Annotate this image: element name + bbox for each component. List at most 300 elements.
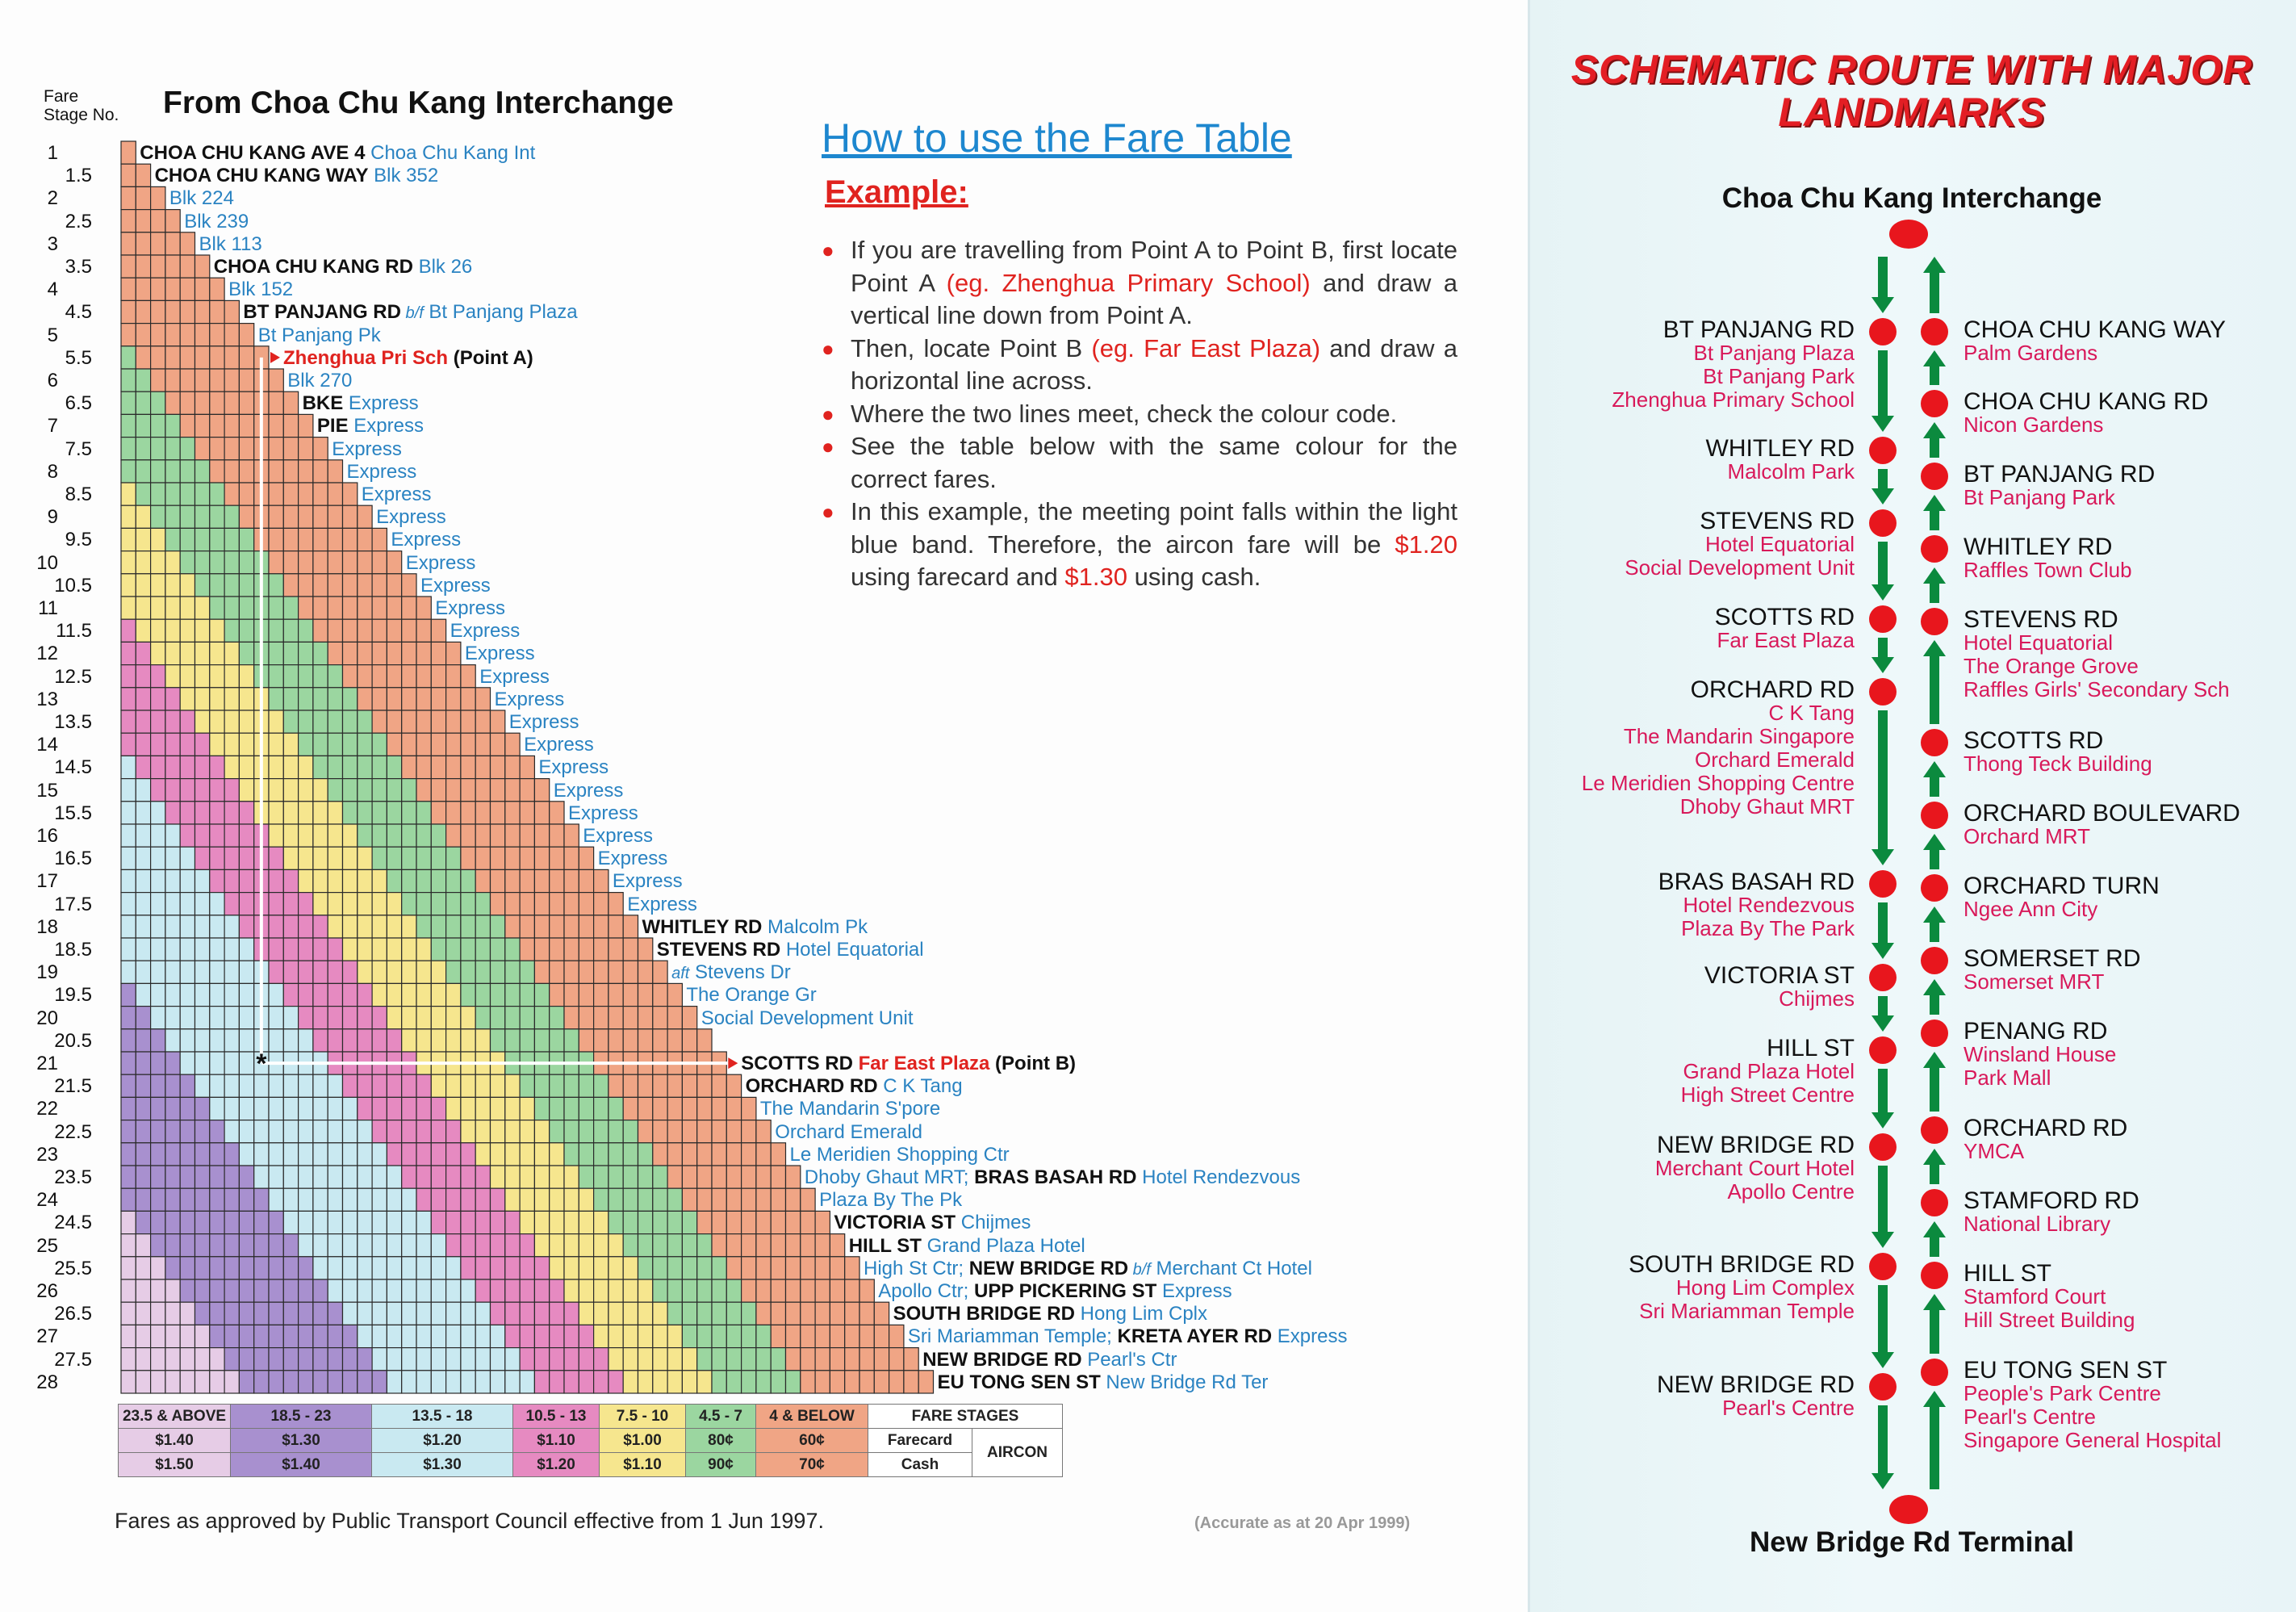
route-stop — [1629, 1253, 1855, 1323]
schematic-title-line2: LANDMARKS — [1778, 90, 2046, 135]
stage-number: 8 — [47, 460, 58, 483]
down-arrow-icon — [1872, 584, 1894, 601]
stop-dot-icon — [1869, 605, 1897, 633]
stage-number: 9 — [47, 506, 58, 529]
up-arrow-shaft — [1930, 1066, 1939, 1112]
route-landmark: Winsland House — [1964, 1042, 2117, 1066]
route-stop-name: STEVENS RD — [1964, 606, 2118, 633]
stop-dot-icon — [1921, 1020, 1948, 1047]
stage-number: 15 — [36, 779, 58, 802]
landmark-name: Hong Lim Cplx — [1074, 1303, 1207, 1325]
route-end-label: New Bridge Rd Terminal — [1750, 1526, 2074, 1558]
landmark-name: Merchant Ct Hotel — [1150, 1257, 1312, 1279]
up-arrow-shaft — [1930, 776, 1939, 797]
route-landmark: People's Park Centre — [1964, 1381, 2161, 1405]
stage-number: 4 — [47, 278, 58, 301]
stage-number: 4.5 — [65, 301, 92, 324]
up-arrow-shaft — [1930, 655, 1939, 724]
stage-number: 12 — [36, 643, 58, 665]
legend-cash-fare: 90¢ — [686, 1453, 756, 1477]
route-landmark: Raffles Girls' Secondary Sch — [1964, 677, 2230, 701]
up-arrow-icon — [1923, 640, 1946, 656]
road-name: EU TONG SEN ST — [937, 1371, 1101, 1393]
stage-number: 11.5 — [56, 620, 92, 643]
route-landmark: Hong Lim Complex — [1675, 1275, 1855, 1300]
stage-number: 19 — [36, 961, 58, 984]
stop-dot-icon — [1921, 608, 1948, 635]
landmark-name: Le Meridien Shopping Ctr — [789, 1143, 1010, 1166]
route-start-label: Choa Chu Kang Interchange — [1721, 182, 2102, 214]
stop-dot-icon — [1921, 535, 1948, 563]
instruction-text: and draw a horizontal line across. — [851, 333, 1457, 395]
stop-dot-icon — [1921, 318, 1948, 345]
stage-number: 19.5 — [54, 984, 92, 1007]
landmark-name: Zhenghua Pri Sch — [283, 346, 449, 369]
stage-number: 6 — [47, 370, 58, 391]
landmark-name: Bt Panjang Plaza — [423, 301, 578, 324]
up-arrow-icon — [1923, 761, 1946, 777]
instruction-highlight: (eg. Far East Plaza) — [1091, 333, 1321, 362]
down-arrow-shaft — [1878, 710, 1888, 851]
landmark-name: (Point B) — [989, 1053, 1077, 1074]
route-landmark: Nicon Gardens — [1964, 412, 2104, 437]
stop-dot-icon — [1921, 1262, 1948, 1289]
route-stop-name: SOMERSET RD — [1964, 945, 2141, 972]
fare-header-line2: Stage No. — [44, 106, 119, 124]
up-arrow-shaft — [1930, 509, 1939, 530]
up-arrow-icon — [1923, 834, 1946, 850]
route-stop-name: BRAS BASAH RD — [1658, 869, 1855, 895]
stop-dot-icon — [1921, 1189, 1948, 1216]
landmark-name: Blk 113 — [199, 232, 262, 255]
stage-number: 18.5 — [54, 939, 92, 961]
crossing-mark: * — [256, 1049, 267, 1080]
route-stop-name: WHITLEY RD — [1705, 435, 1855, 462]
landmark-name: The Mandarin S'pore — [759, 1098, 941, 1120]
stage-number: 27.5 — [54, 1348, 92, 1371]
route-landmark: Park Mall — [1964, 1066, 2051, 1090]
legend-cash-fare: $1.10 — [600, 1453, 686, 1477]
route-stop — [1964, 947, 2140, 994]
landmark-name: Blk 270 — [287, 370, 353, 391]
up-arrow-shaft — [1930, 848, 1939, 869]
legend-cash-fare: $1.40 — [231, 1453, 372, 1477]
down-arrow-shaft — [1878, 902, 1888, 944]
landmark-name: Express — [627, 893, 697, 915]
landmark-name: Blk 152 — [228, 278, 294, 301]
how-to-title: How to use the Fare Table — [822, 115, 1292, 161]
up-arrow-icon — [1923, 567, 1946, 584]
landmark-name: New Bridge Rd Ter — [1100, 1371, 1269, 1393]
route-stop-name: CHOA CHU KANG WAY — [1964, 316, 2227, 343]
stop-dot-icon — [1869, 437, 1897, 464]
road-name: STEVENS RD — [656, 939, 781, 961]
stage-number: 5 — [47, 324, 58, 346]
instruction-text: In this example, the meeting point falls within the light blue band. Therefore, the aircon fare will be — [851, 497, 1457, 559]
route-stop — [1658, 870, 1855, 940]
stage-number: 26.5 — [54, 1303, 92, 1325]
route-stop — [1964, 1189, 2139, 1236]
route-landmark: Chijmes — [1779, 986, 1855, 1011]
down-arrow-shaft — [1878, 350, 1888, 417]
start-dot-icon — [1889, 220, 1928, 249]
up-arrow-icon — [1923, 257, 1946, 273]
route-stop — [1657, 1373, 1855, 1420]
route-stop-name: CHOA CHU KANG RD — [1964, 388, 2209, 415]
landmark-name: Express — [538, 756, 609, 779]
route-landmark: C K Tang — [1768, 701, 1855, 725]
route-landmark: YMCA — [1964, 1139, 2025, 1163]
road-name: BT PANJANG RD — [243, 301, 401, 324]
instruction-text: Where the two lines meet, check the colour code. — [851, 399, 1398, 428]
route-landmark: Le Meridien Shopping Centre — [1581, 771, 1855, 795]
stage-number: 7.5 — [65, 438, 92, 460]
up-arrow-icon — [1923, 1391, 1946, 1407]
stage-number: 12.5 — [54, 665, 92, 688]
stage-number: 7 — [47, 415, 58, 438]
up-arrow-shaft — [1930, 1236, 1939, 1257]
route-stop-name: HILL ST — [1964, 1260, 2051, 1287]
route-stop — [1655, 1133, 1855, 1204]
route-landmark: Hotel Equatorial — [1964, 630, 2113, 655]
landmark-name: Express — [376, 506, 446, 529]
landmark-name: Express — [597, 848, 668, 870]
stage-number: 22.5 — [54, 1120, 92, 1143]
down-arrow-icon — [1872, 1352, 1894, 1368]
route-landmark: Bt Panjang Park — [1964, 485, 2115, 509]
route-landmark: Sri Mariamman Temple — [1639, 1299, 1855, 1323]
stage-number: 3.5 — [65, 256, 92, 278]
stage-number: 26 — [36, 1280, 58, 1302]
approval-note: Fares as approved by Public Transport Council effective from 1 Jun 1997. — [115, 1509, 824, 1533]
legend-farecard-fare: $1.00 — [600, 1429, 686, 1453]
stage-number: 1.5 — [65, 165, 92, 187]
legend-range: 18.5 - 23 — [231, 1405, 372, 1429]
road-name: CHOA CHU KANG RD — [213, 256, 413, 278]
route-stop — [1964, 318, 2226, 365]
route-stop — [1706, 437, 1855, 484]
landmark-name: Chijmes — [956, 1212, 1031, 1234]
road-name: NEW BRIDGE RD — [964, 1257, 1129, 1279]
legend-farecard-label: Farecard — [868, 1429, 972, 1453]
route-landmark: Zhenghua Primary School — [1612, 387, 1855, 412]
route-landmark: Hotel Rendezvous — [1683, 893, 1855, 917]
landmark-name: Express — [1156, 1280, 1232, 1302]
route-stop-name: STEVENS RD — [1700, 508, 1855, 534]
stop-dot-icon — [1869, 1133, 1897, 1161]
down-arrow-icon — [1872, 1015, 1894, 1032]
route-stop-name: STAMFORD RD — [1964, 1187, 2139, 1214]
up-arrow-icon — [1923, 1052, 1946, 1068]
down-arrow-shaft — [1878, 1069, 1888, 1114]
landmark-name: Pearl's Ctr — [1081, 1348, 1177, 1371]
route-landmark: Palm Gardens — [1964, 341, 2098, 365]
legend-cash-fare: $1.20 — [513, 1453, 600, 1477]
landmark-name: Express — [348, 415, 424, 438]
up-arrow-icon — [1923, 906, 1946, 923]
route-stop — [1964, 535, 2132, 582]
stop-dot-icon — [1869, 964, 1897, 991]
route-landmark: The Mandarin Singapore — [1623, 724, 1855, 748]
route-landmark: Hill Street Building — [1964, 1308, 2135, 1332]
stop-dot-icon — [1921, 947, 1948, 974]
road-name: PIE — [316, 415, 349, 438]
route-landmark: Plaza By The Park — [1681, 916, 1855, 940]
bullet-icon: ● — [822, 238, 834, 262]
stop-dot-icon — [1921, 1359, 1948, 1386]
route-landmark: Bt Panjang Park — [1703, 364, 1855, 388]
landmark-name: Blk 352 — [368, 165, 439, 187]
route-stop-name: ORCHARD BOULEVARD — [1964, 800, 2240, 827]
stop-dot-icon — [1921, 463, 1948, 490]
route-landmark: Grand Plaza Hotel — [1683, 1059, 1855, 1083]
landmark-name: Express — [361, 484, 432, 505]
stage-number: 13 — [36, 688, 58, 710]
route-stop-name: NEW BRIDGE RD — [1656, 1132, 1855, 1158]
landmark-name: Blk 26 — [412, 256, 473, 278]
landmark-name: Express — [332, 438, 402, 460]
fare-highlight: $1.20 — [1395, 530, 1457, 559]
route-stop — [1681, 1036, 1855, 1107]
up-arrow-icon — [1923, 1221, 1946, 1237]
route-landmark: Orchard Emerald — [1695, 747, 1855, 772]
legend-range: 4 & BELOW — [756, 1405, 868, 1429]
landmark-name: Express — [346, 460, 417, 483]
landmark-name: Express — [508, 711, 579, 733]
legend-cash-label: Cash — [868, 1453, 972, 1477]
route-stop — [1964, 1359, 2221, 1452]
landmark-name: Express — [494, 688, 565, 710]
road-name: CHOA CHU KANG WAY — [154, 165, 369, 187]
route-stop — [1964, 1020, 2116, 1090]
stage-number: 25.5 — [54, 1257, 92, 1279]
bullet-icon: ● — [822, 500, 834, 524]
stop-dot-icon — [1921, 1116, 1948, 1144]
road-name: KRETA AYER RD — [1111, 1325, 1273, 1348]
stop-dot-icon — [1921, 802, 1948, 829]
up-arrow-icon — [1923, 1149, 1946, 1165]
route-landmark: Bt Panjang Plaza — [1693, 341, 1855, 365]
stage-number: 6.5 — [65, 392, 92, 415]
landmark-name: Express — [553, 779, 624, 802]
landmark-name: Sri Mariamman Temple; — [907, 1325, 1112, 1348]
stage-number: 20 — [36, 1007, 58, 1029]
legend-range: 10.5 - 13 — [513, 1405, 600, 1429]
landmark-name: Apollo Ctr; — [878, 1280, 969, 1302]
landmark-name: Express — [479, 665, 550, 688]
down-arrow-shaft — [1878, 996, 1888, 1017]
stop-dot-icon — [1869, 1036, 1897, 1064]
route-landmark: Pearl's Centre — [1964, 1405, 2096, 1429]
instruction-text: and draw a vertical line down from Point A. — [851, 268, 1457, 329]
landmark-name: Orchard Emerald — [775, 1120, 922, 1143]
instruction-text: using cash. — [1127, 563, 1261, 591]
route-stop — [1964, 1116, 2127, 1163]
road-name: CHOA CHU KANG AVE 4 — [140, 142, 366, 164]
route-landmark: Social Development Unit — [1625, 555, 1855, 580]
landmark-name: Plaza By The Pk — [819, 1189, 963, 1212]
down-arrow-shaft — [1878, 257, 1888, 299]
legend-cash-fare: $1.50 — [119, 1453, 231, 1477]
landmark-name: Hotel Equatorial — [780, 939, 924, 961]
stop-dot-icon — [1869, 870, 1897, 898]
stage-number: 20.5 — [54, 1029, 92, 1052]
legend-range: 4.5 - 7 — [686, 1405, 756, 1429]
route-stop-name: BT PANJANG RD — [1964, 461, 2156, 488]
route-landmark: Thong Teck Building — [1964, 752, 2152, 776]
stage-number: 22 — [36, 1098, 58, 1120]
fare-table-title: From Choa Chu Kang Interchange — [163, 86, 674, 120]
stage-number: 23 — [36, 1143, 58, 1166]
stage-number: 8.5 — [65, 484, 92, 505]
route-stop-name: WHITLEY RD — [1964, 534, 2113, 560]
down-arrow-icon — [1872, 943, 1894, 959]
landmark-name: Bt Panjang Pk — [257, 324, 381, 346]
route-stop — [1612, 318, 1855, 412]
stage-number: 28 — [36, 1371, 58, 1393]
road-name: WHITLEY RD — [642, 915, 763, 938]
bullet-icon: ● — [822, 401, 834, 426]
stage-number: 23.5 — [54, 1166, 92, 1188]
route-landmark: Hotel Equatorial — [1705, 532, 1855, 556]
road-name: BKE — [302, 392, 344, 415]
legend-farecard-fare: $1.20 — [372, 1429, 513, 1453]
stage-number: 17.5 — [54, 893, 92, 915]
stage-number: 13.5 — [54, 711, 92, 733]
road-name: SOUTH BRIDGE RD — [893, 1303, 1075, 1325]
route-stop — [1715, 605, 1855, 652]
road-name: HILL ST — [848, 1234, 922, 1257]
stage-number: 5.5 — [65, 346, 92, 369]
route-landmark: Raffles Town Club — [1964, 558, 2132, 582]
up-arrow-shaft — [1930, 271, 1939, 313]
legend-farecard-fare: $1.30 — [231, 1429, 372, 1453]
stage-number: 25 — [36, 1234, 58, 1257]
stop-dot-icon — [1869, 509, 1897, 537]
up-arrow-shaft — [1930, 365, 1939, 385]
legend-farecard-fare: $1.10 — [513, 1429, 600, 1453]
route-landmark: Orchard MRT — [1964, 824, 2090, 848]
stage-number: 10 — [36, 551, 58, 574]
route-landmark: Far East Plaza — [1717, 628, 1855, 652]
stage-number: 18 — [36, 915, 58, 938]
instruction-text: See the table below with the same colour for the correct fares. — [851, 432, 1457, 493]
down-arrow-shaft — [1878, 1166, 1888, 1233]
route-landmark: High Street Centre — [1680, 1082, 1855, 1107]
bullet-icon: ● — [822, 336, 834, 361]
route-landmark: The Orange Grove — [1964, 654, 2139, 678]
down-arrow-icon — [1872, 1473, 1894, 1489]
route-landmark: National Library — [1964, 1212, 2111, 1236]
up-arrow-shaft — [1930, 1405, 1939, 1489]
legend-farecard-fare: $1.40 — [119, 1429, 231, 1453]
landmark-name: Express — [583, 825, 653, 847]
landmark-name: Hotel Rendezvous — [1136, 1166, 1301, 1188]
down-arrow-icon — [1872, 488, 1894, 505]
stop-dot-icon — [1869, 678, 1897, 706]
stage-number: 1 — [47, 142, 58, 164]
route-stop-name: ORCHARD TURN — [1964, 873, 2160, 899]
legend-header: FARE STAGES — [868, 1405, 1063, 1429]
stage-number: 9.5 — [65, 529, 92, 551]
landmark-name: Express — [391, 529, 462, 551]
route-stop-name: ORCHARD RD — [1690, 676, 1855, 703]
landmark-name: aft — [671, 965, 690, 983]
road-name: ORCHARD RD — [745, 1075, 878, 1098]
stage-number: 2.5 — [65, 210, 92, 232]
up-arrow-icon — [1923, 350, 1946, 366]
up-arrow-icon — [1923, 422, 1946, 438]
stage-number: 2 — [47, 187, 58, 210]
road-name: BRAS BASAH RD — [968, 1166, 1137, 1188]
up-arrow-shaft — [1930, 994, 1939, 1015]
up-arrow-icon — [1923, 1294, 1946, 1310]
stop-dot-icon — [1921, 729, 1948, 756]
road-name: UPP PICKERING ST — [968, 1280, 1157, 1302]
landmark-name: b/f — [400, 304, 424, 323]
up-arrow-shaft — [1930, 437, 1939, 458]
landmark-name: The Orange Gr — [686, 984, 817, 1007]
stage-number: 14.5 — [54, 756, 92, 779]
legend-aircon-label: AIRCON — [972, 1429, 1063, 1477]
route-landmark: Malcolm Park — [1727, 459, 1855, 484]
route-stop — [1964, 729, 2152, 776]
up-arrow-shaft — [1930, 582, 1939, 603]
road-name: NEW BRIDGE RD — [922, 1348, 1082, 1371]
landmark-name: C K Tang — [877, 1075, 963, 1098]
legend-range: 23.5 & ABOVE — [119, 1405, 231, 1429]
route-landmark: Somerset MRT — [1964, 969, 2105, 994]
stage-number: 11 — [38, 597, 58, 619]
route-landmark: Singapore General Hospital — [1964, 1428, 2222, 1452]
landmark-name: Express — [343, 392, 419, 415]
landmark-name: Express — [524, 734, 594, 756]
stage-number: 15.5 — [54, 802, 92, 824]
route-stop — [1964, 463, 2155, 509]
schematic-title-line1: SCHEMATIC ROUTE WITH MAJOR — [1570, 47, 2253, 92]
landmark-name: Far East Plaza — [852, 1053, 990, 1074]
landmark-name: Express — [420, 574, 491, 597]
road-name: VICTORIA ST — [834, 1212, 956, 1234]
landmark-name: Malcolm Pk — [762, 915, 868, 938]
legend-range: 7.5 - 10 — [600, 1405, 686, 1429]
route-landmark: Stamford Court — [1964, 1284, 2106, 1308]
fare-header-line1: Fare — [44, 87, 79, 106]
down-arrow-icon — [1872, 297, 1894, 313]
stop-dot-icon — [1869, 1253, 1897, 1280]
landmark-name: Blk 239 — [184, 210, 249, 232]
legend-range: 13.5 - 18 — [372, 1405, 513, 1429]
end-dot-icon — [1889, 1495, 1928, 1524]
example-heading: Example: — [825, 174, 968, 210]
legend-farecard-fare: 80¢ — [686, 1429, 756, 1453]
route-stop-name: NEW BRIDGE RD — [1656, 1371, 1855, 1398]
route-stop — [1704, 964, 1855, 1011]
up-arrow-shaft — [1930, 1308, 1939, 1354]
landmark-name: Express — [405, 551, 476, 574]
legend-farecard-fare: 60¢ — [756, 1429, 868, 1453]
instruction-text: using farecard and — [851, 563, 1065, 591]
route-landmark: Merchant Court Hotel — [1654, 1156, 1855, 1180]
route-stop — [1964, 802, 2240, 848]
landmark-name: Express — [612, 870, 683, 893]
route-stop-name: HILL ST — [1767, 1035, 1855, 1061]
stage-number: 24 — [36, 1189, 58, 1212]
stage-number: 21 — [36, 1053, 58, 1074]
stop-dot-icon — [1921, 874, 1948, 902]
instruction-text: If you are travelling from Point A to Point B, first locate Point A — [851, 236, 1457, 297]
up-arrow-shaft — [1930, 921, 1939, 942]
